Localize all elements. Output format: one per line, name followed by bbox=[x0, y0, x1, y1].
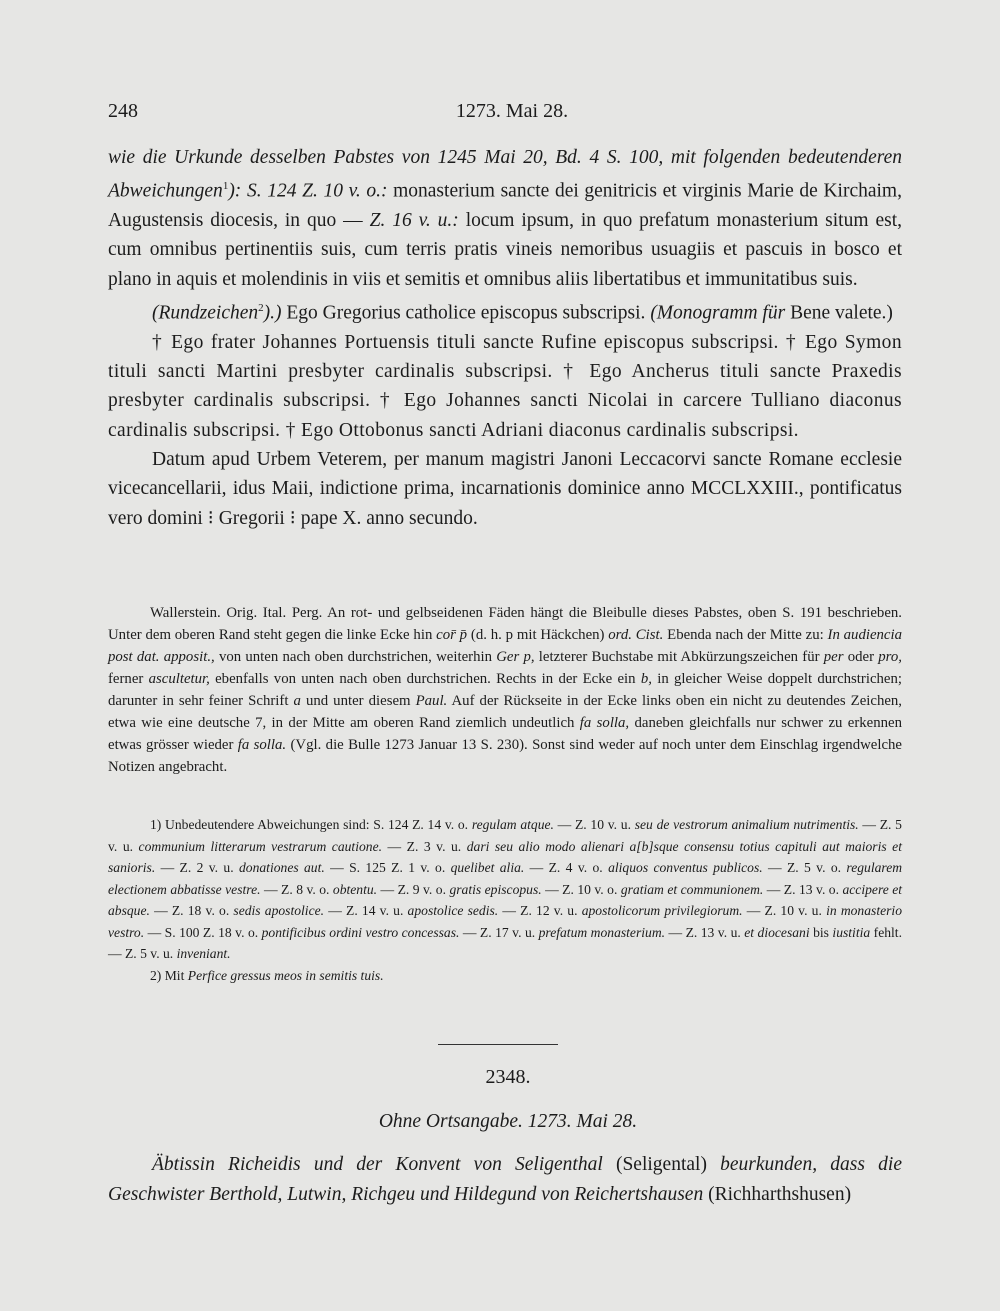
footnote-italic: apostolice sedis. bbox=[407, 903, 499, 918]
note-text: in gleicher Weise doppelt durchstrichen; darunter in sehr feiner Schrift bbox=[108, 671, 902, 709]
italic-text: (Monogramm für bbox=[650, 302, 786, 324]
running-header bbox=[108, 100, 900, 130]
italic-text: Z. 16 v. u.: bbox=[369, 210, 459, 232]
footnote-text: — Z. 10 v. u. bbox=[742, 903, 827, 918]
datum-paragraph: Datum apud Urbem Veterem, per manum magistri Janoni Leccacorvi sancte Romane ecclesie vicecancellarii, idus Maii, indictione prima, incarnationis dominice anno MCCLXXIII., pontificatus vero domini ⁝ Gregorii ⁝ pape X. anno secundo. bbox=[108, 448, 902, 529]
latin-text: Ego Gregorius catholice episcopus subscripsi. bbox=[281, 302, 651, 324]
footnote-italic: prefatum monasterium. bbox=[538, 924, 666, 940]
footnotes bbox=[108, 814, 902, 986]
footnote-italic: iustitia bbox=[832, 924, 871, 940]
note-text: und unter diesem bbox=[300, 693, 416, 709]
note-italic: In audiencia post dat. apposit., bbox=[108, 627, 902, 665]
cardinals-paragraph: † Ego frater Johannes Portuensis tituli sancte Rufine episcopus subscripsi. † Ego Symon tituli sancti Martini presbyter cardinalis subscripsi. † Ego Ancherus tituli sancte Praxedis presbyter cardinalis subscripsi. † Ego Johannes sancti Nicolai in carcere Tulliano diaconus cardinalis subscripsi. † Ego Ottobonus sancti Adriani diaconus cardinalis subscripsi. bbox=[108, 331, 902, 441]
page-number: 248 bbox=[108, 100, 138, 122]
note-text: Ebenda nach der Mitte zu: bbox=[663, 627, 828, 643]
footnote-italic: regulam atque. bbox=[471, 817, 554, 832]
footnote-text: — Z. 5 v. u. bbox=[108, 817, 902, 854]
note-italic: pro, bbox=[878, 649, 902, 665]
subscription-paragraph bbox=[108, 294, 902, 328]
note-text: letzterer Buchstabe mit Abkürzungszeichen für bbox=[534, 649, 824, 665]
note-italic: Paul. bbox=[415, 693, 448, 709]
footnote-text: — Z. 10 v. u. bbox=[553, 817, 635, 832]
section-divider bbox=[438, 1044, 558, 1045]
note-text: (Vgl. die Bulle 1273 Januar 13 S. 230). Sonst sind weder auf noch unter dem Einschlag irgendwelche Notizen angebracht. bbox=[108, 737, 902, 775]
footnote-text: — Z. 13 v. u. bbox=[665, 924, 745, 940]
regest-italic: beurkunden, dass die Geschwister Berthold, Lutwin, Richgeu und Hildegund von Reichertshausen bbox=[108, 1154, 902, 1205]
note-italic: per bbox=[823, 649, 844, 665]
footnote-italic: quelibet alia. bbox=[450, 860, 525, 875]
note-text: von unten nach oben durchstrichen, weiterhin bbox=[214, 649, 497, 665]
italic-text: ): S. 124 Z. 10 v. o.: bbox=[228, 180, 388, 202]
italic-text: wie die Urkunde desselben Pabstes von 1245 Mai 20, Bd. 4 S. 100, mit folgenden bedeutenderen Abweichungen bbox=[108, 147, 902, 202]
note-text: Auf der Rückseite in der Ecke links oben ein nicht zu deutendes Zeichen, etwa wie eine deutsche 7, in der Mitte am oberen Rand ziemlich undeutlich bbox=[108, 693, 903, 731]
footnote-text: — Z. 13 v. o. bbox=[763, 881, 843, 897]
footnote-marker: 2 bbox=[258, 301, 264, 314]
footnote-italic: seu de vestrorum animalium nutrimentis. bbox=[634, 817, 859, 832]
footnote-marker: 1 bbox=[222, 180, 229, 193]
footnote-text: — Z. 3 v. u. bbox=[382, 838, 467, 854]
note-text: daneben gleichfalls nur schwer zu erkennen etwas grösser wieder bbox=[108, 715, 902, 753]
footnote-text: — Z. 17 v. u. bbox=[459, 924, 539, 940]
footnote-text: — Z. 8 v. o. bbox=[260, 881, 333, 897]
note-italic: ascultetur, bbox=[148, 671, 210, 687]
italic-text: (Rundzeichen bbox=[152, 302, 259, 324]
note-text: ferner bbox=[108, 671, 149, 687]
footnote-text: — Z. 10 v. o. bbox=[541, 881, 621, 897]
note-italic: b, bbox=[640, 671, 652, 687]
footnote-2 bbox=[108, 965, 902, 987]
note-text: ebenfalls von unten nach oben durchstrichen. Rechts in der Ecke ein bbox=[209, 671, 641, 687]
note-italic: fa solla, bbox=[579, 715, 630, 731]
note-italic: fa solla. bbox=[237, 737, 287, 753]
document-number: 2348. bbox=[485, 1066, 531, 1088]
footnote-text: — Z. 18 v. o. bbox=[149, 903, 234, 918]
footnote-italic: dari seu alio modo alienari a[b]sque consensu totius capituli aut maioris et sanioris. bbox=[108, 838, 902, 875]
latin-text: Bene valete.) bbox=[785, 302, 893, 324]
note-text: oder bbox=[843, 649, 879, 665]
footnote-text: fehlt. — Z. 5 v. u. bbox=[108, 924, 902, 961]
footnote-italic: et diocesani bbox=[744, 924, 810, 940]
footnote-italic: aliquos conventus publicos. bbox=[608, 860, 763, 875]
footnote-italic: accipere et absque. bbox=[108, 881, 903, 918]
latin-text: locum ipsum, in quo prefatum monasterium situm est, cum omnibus pertinentiis suis, cum terris pratis vineis nemoribus usuagiis et pascuis in bosco et plano in aquis et molendinis in viis et semitis et omnibus aliis libertatibus et immunitatibus suis. bbox=[108, 210, 902, 290]
note-italic: ord. Cist. bbox=[608, 627, 664, 643]
document-body bbox=[108, 143, 902, 533]
footnote-italic: pontificibus ordini vestro concessas. bbox=[261, 924, 460, 940]
footnote-text: bis bbox=[809, 924, 833, 940]
footnote-italic: communium litterarum vestrarum cautione. bbox=[138, 838, 383, 854]
document-dateline: Ohne Ortsangabe. 1273. Mai 28. bbox=[378, 1111, 638, 1132]
latin-text: monasterium sancte dei genitricis et virginis Marie de Kirchaim, Augustensis diocesis, in quo — bbox=[108, 180, 902, 232]
note-italic: a bbox=[293, 693, 301, 709]
archival-note bbox=[108, 602, 902, 778]
footnote-italic: gratis episcopus. bbox=[449, 881, 542, 897]
footnote-italic: inveniant. bbox=[176, 946, 231, 961]
footnote-1 bbox=[108, 814, 902, 965]
footnote-text: 1) Unbedeutendere Abweichungen sind: S. 124 Z. 14 v. o. bbox=[150, 817, 472, 832]
regest-italic: Äbtissin Richeidis und der Konvent von Seligenthal bbox=[152, 1154, 603, 1175]
footnote-text: — Z. 5 v. o. bbox=[762, 860, 847, 875]
footnote-italic: in monasterio vestro. bbox=[108, 903, 902, 940]
footnote-text: — S. 100 Z. 18 v. o. bbox=[144, 924, 262, 940]
footnote-text: — Z. 9 v. o. bbox=[377, 881, 450, 897]
footnote-text: 2) Mit bbox=[150, 967, 188, 983]
note-text: Wallerstein. Orig. Ital. Perg. An rot- und gelbseidenen Fäden hängt die Bleibulle dieses Pabstes, oben S. 191 beschrieben. Unter dem oberen Rand steht gegen die linke Ecke hin bbox=[108, 605, 902, 643]
footnote-italic: sedis apostolice. bbox=[233, 903, 325, 918]
footnote-italic: apostolicorum privilegiorum. bbox=[581, 903, 743, 918]
note-italic: Ger p, bbox=[496, 649, 535, 665]
italic-text: ).) bbox=[263, 302, 282, 324]
footnote-italic: Perfice gressus meos in semitis tuis. bbox=[187, 967, 384, 983]
footnote-text: — Z. 14 v. u. bbox=[324, 903, 408, 918]
note-italic: cor̄ p̄ bbox=[436, 627, 468, 643]
footnote-text: — Z. 4 v. o. bbox=[524, 860, 609, 875]
footnote-text: — Z. 12 v. u. bbox=[498, 903, 582, 918]
footnote-italic: gratiam et communionem. bbox=[620, 881, 764, 897]
footnote-italic: obtentu. bbox=[332, 881, 378, 897]
regest-paragraph bbox=[108, 1150, 902, 1210]
footnote-italic: regularem electionem abbatisse vestre. bbox=[108, 860, 903, 897]
footnote-text: — Z. 2 v. u. bbox=[155, 860, 239, 875]
regest-text: (Seligental) bbox=[602, 1154, 721, 1175]
regest-text: (Richharthshusen) bbox=[703, 1184, 852, 1205]
note-text: (d. h. p mit Häckchen) bbox=[467, 627, 609, 643]
variant-paragraph bbox=[108, 143, 902, 294]
running-title: 1273. Mai 28. bbox=[455, 100, 569, 122]
footnote-text: — S. 125 Z. 1 v. o. bbox=[324, 860, 451, 875]
footnote-italic: donationes aut. bbox=[238, 860, 325, 875]
